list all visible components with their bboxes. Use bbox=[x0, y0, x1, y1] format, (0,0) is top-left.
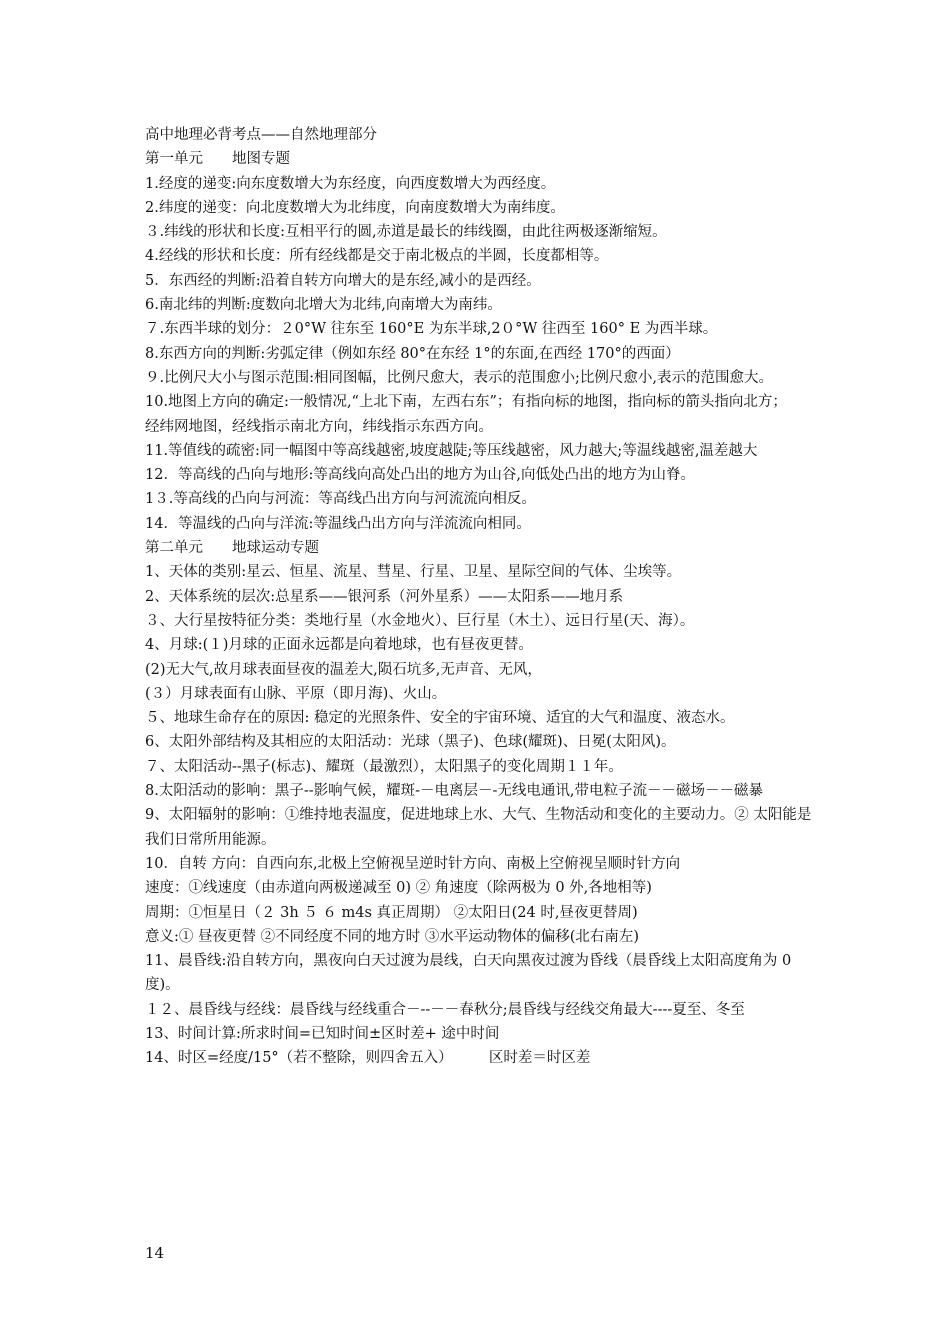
text-line: 10．自转 方向：自西向东,北极上空俯视呈逆时针方向、南极上空俯视呈顺时针方向 bbox=[145, 855, 681, 872]
text-line: (３）月球表面有山脉、平原（即月海)、火山。 bbox=[145, 685, 447, 702]
document-title: 高中地理必背考点——自然地理部分 bbox=[145, 127, 377, 143]
document-body bbox=[145, 123, 825, 1071]
text-line: 13、时间计算:所求时间=已知时间±区时差+ 途中时间 bbox=[145, 1025, 500, 1042]
text-line: 4.经线的形状和长度：所有经线都是交于南北极点的半圆，长度都相等。 bbox=[145, 248, 609, 265]
text-line: 1.经度的递变:向东度数增大为东经度，向西度数增大为西经度。 bbox=[145, 175, 556, 192]
text-line: 周期：①恒星日（２ 3h ５ ６ m4s 真正周期） ②太阳日(24 时,昼夜更替周) bbox=[145, 904, 638, 921]
text-line: (2)无大气,故月球表面昼夜的温差大,陨石坑多,无声音、无风， bbox=[145, 661, 542, 678]
text-line: 速度：①线速度（由赤道向两极递减至 0) ② 角速度（除两极为 0 外,各地相等) bbox=[145, 880, 652, 897]
section-heading-unit-1: 第一单元 地图专题 bbox=[145, 151, 290, 168]
text-line: 意义:① 昼夜更替 ②不同经度不同的地方时 ③水平运动物体的偏移(北右南左) bbox=[145, 928, 640, 945]
text-line: 6.南北纬的判断:度数向北增大为北纬,向南增大为南纬。 bbox=[145, 297, 502, 314]
text-line: ３.纬线的形状和长度:互相平行的圆,赤道是最长的纬线圈，由此往两极逐渐缩短。 bbox=[145, 224, 667, 241]
text-paragraph: 10.地图上方向的确定:一般情况,“上北下南，左西右东”；有指向标的地图，指向标的箭头指向北方； bbox=[145, 394, 787, 411]
text-line: 8.东西方向的判断:劣弧定律（例如东经 80°在东经 1°的东面,在西经 170°的西面） bbox=[145, 345, 680, 362]
page-number: 14 bbox=[145, 1244, 165, 1262]
text-line: 14、时区=经度/15°（若不整除，则四舍五入） 区时差＝时区差 bbox=[145, 1050, 591, 1067]
text-line: 14．等温线的凸向与洋流:等温线凸出方向与洋流流向相同。 bbox=[145, 515, 531, 532]
text-paragraph: 11.等值线的疏密:同一幅图中等高线越密,坡度越陡;等压线越密，风力越大;等温线越密,温差越大 bbox=[145, 442, 758, 459]
text-paragraph: 9、太阳辐射的影响：①维持地表温度，促进地球上水、大气、生物活动和变化的主要动力。② 太阳能是我们日常所用能源。 bbox=[145, 807, 812, 848]
text-line: ３、大行星按特征分类：类地行星（水金地火）、巨行星（木土）、远日行星(天、海）。 bbox=[145, 612, 695, 629]
text-paragraph: １２、晨昏线与经线：晨昏线与经线重合－--－－春秋分;晨昏线与经线交角最大----夏至、冬至 bbox=[145, 1001, 745, 1018]
text-line: ７、太阳活动--黑子(标志)、耀斑（最激烈），太阳黑子的变化周期１１年。 bbox=[145, 758, 623, 775]
text-paragraph: ９.比例尺大小与图示范围:相同图幅，比例尺愈大，表示的范围愈小;比例尺愈小,表示的范围愈大。 bbox=[145, 369, 773, 386]
text-line: 1、天体的类别:星云、恒星、流星、彗星、行星、卫星、星际空间的气体、尘埃等。 bbox=[145, 564, 682, 581]
text-line: 5．东西经的判断:沿着自转方向增大的是东经,减小的是西经。 bbox=[145, 272, 541, 289]
text-line: 2.纬度的递变：向北度数增大为北纬度，向南度数增大为南纬度。 bbox=[145, 199, 565, 216]
text-line: ５、地球生命存在的原因: 稳定的光照条件、安全的宇宙环境、适宜的大气和温度、液态水。 bbox=[145, 710, 735, 727]
text-paragraph: 8.太阳活动的影响：黑子--影响气候，耀斑-－电离层－-无线电通讯,带电粒子流－－磁场－－磁暴 bbox=[145, 783, 764, 800]
text-line: 4、月球:(１)月球的正面永远都是向着地球，也有昼夜更替。 bbox=[145, 637, 533, 654]
text-line: 经纬网地图，经线指示南北方向，纬线指示东西方向。 bbox=[145, 418, 493, 435]
section-heading-unit-2: 第二单元 地球运动专题 bbox=[145, 540, 319, 557]
text-paragraph: 11、晨昏线:沿自转方向，黑夜向白天过渡为晨线，白天向黑夜过渡为昏线（晨昏线上太阳高度角为 0 度)。 bbox=[145, 953, 792, 994]
text-line: 2、天体系统的层次:总星系——银河系（河外星系）——太阳系——地月系 bbox=[145, 588, 624, 605]
text-line: ７.东西半球的划分：２0°W 往东至 160°E 为东半球,2０°W 往西至 160° E 为西半球。 bbox=[145, 321, 718, 338]
text-line: 1３.等高线的凸向与河流：等高线凸出方向与河流流向相反。 bbox=[145, 491, 536, 508]
text-line: 6、太阳外部结构及其相应的太阳活动：光球（黑子)、色球(耀斑)、日冕(太阳风)。 bbox=[145, 734, 676, 751]
text-line: 12．等高线的凸向与地形:等高线向高处凸出的地方为山谷,向低处凸出的地方为山脊。 bbox=[145, 467, 695, 484]
